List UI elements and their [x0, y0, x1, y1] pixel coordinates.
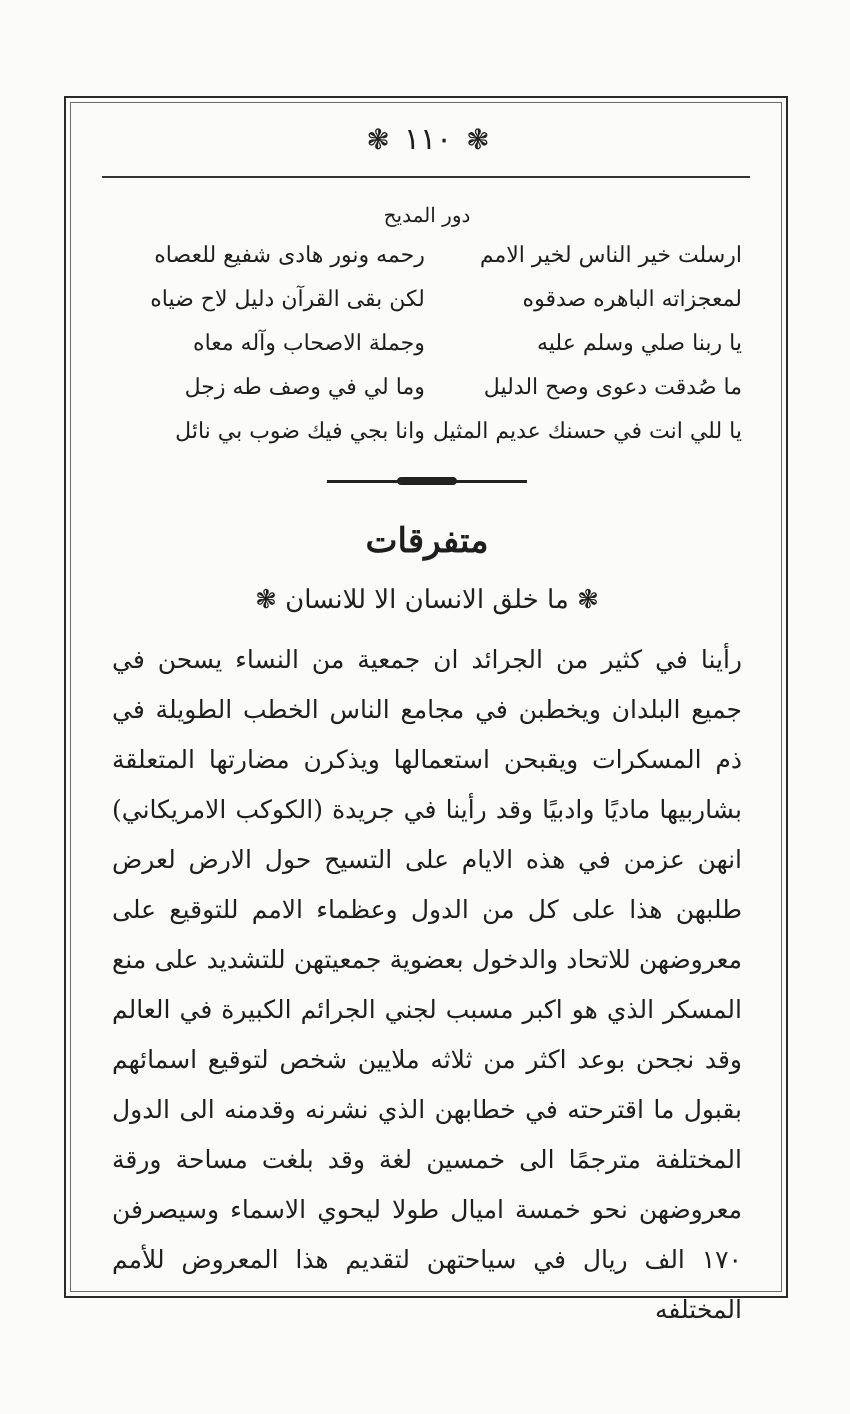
verse-first-half: يا ربنا صلي وسلم عليه — [536, 331, 742, 356]
page-frame — [64, 96, 788, 1324]
article-paragraph: رأينا في كثير من الجرائد ان جمعية من النساء يسحن في جميع البلدان ويخطبن في مجامع الناس الخطب الطويلة في ذم المسكرات ويقبحن استعمالها ويذكرن مضارتها المتعلقة بشاربيها ماديًا وادبيًا وقد رأينا في جريدة (الكوكب الامريكاني) انهن عزمن في هذه الايام على التسيح حول الارض لعرض طلبهن هذا على كل من الدول وعظماء الامم للتوقيع على معروضهن للاتحاد والدخول بعضوية جمعيتهن للتشديد على منع المسكر الذي هو اكبر مسبب لجني الجرائم الكبيرة في العالم وقد نجحن بوعد اكثر من ثلاثه ملايين شخص لتوقيع اسمائهم بقبول ما اقترحته في خطابهن الذي نشرنه وقدمنه الى الدول المختلفة مترجمًا الى خمسين لغة وقد بلغت مساحة ورقة معروضهن نحو خمسة اميال طولا ليحوي الاسماء وسيصرفن ١٧٠ الف ريال في سياحتهن لتقديم هذا المعروض للأمم المختلفه — [112, 645, 742, 1324]
page-header — [102, 116, 754, 176]
ornament-left-icon: ❃ — [366, 123, 390, 156]
ornament-icon: ❃ — [255, 585, 277, 615]
verse-second-half: وما لي في وصف طه زجل — [184, 375, 425, 400]
ornament-right-icon: ❃ — [466, 123, 490, 156]
ornament-icon: ❃ — [577, 585, 599, 615]
verse-first-half: ما صُدقت دعوى وصح الدليل — [483, 375, 742, 400]
verse-first-half: يا للي انت في حسنك عديم المثيل — [432, 419, 742, 444]
page-content — [108, 190, 746, 1360]
verse-second-half: لكن بقى القرآن دليل لاح ضياه — [150, 287, 425, 312]
verse-line — [108, 278, 746, 322]
poem-verses — [108, 234, 746, 454]
verse-second-half: وجملة الاصحاب وآله معاه — [193, 331, 425, 356]
article-title: ما خلق الانسان الا للانسان — [285, 585, 569, 615]
verse-first-half: لمعجزاته الباهره صدقوه — [522, 287, 742, 312]
article-title-group — [108, 575, 746, 625]
section-title: متفرقات — [365, 521, 489, 561]
verse-first-half: ارسلت خير الناس لخير الامم — [479, 243, 742, 268]
verse-second-half: وانا بجي فيك ضوب بي نائل — [175, 419, 425, 444]
page-number: ١١٠ — [403, 122, 453, 157]
poem-heading: دور المديح — [383, 203, 471, 227]
verse-line — [108, 366, 746, 410]
verse-line — [108, 234, 746, 278]
verse-line — [108, 322, 746, 366]
ornamental-divider — [327, 480, 527, 483]
page-number-group — [366, 116, 489, 164]
verse-second-half: رحمه ونور هادى شفيع للعصاه — [154, 243, 425, 268]
header-rule — [102, 176, 750, 178]
verse-line — [108, 410, 746, 454]
